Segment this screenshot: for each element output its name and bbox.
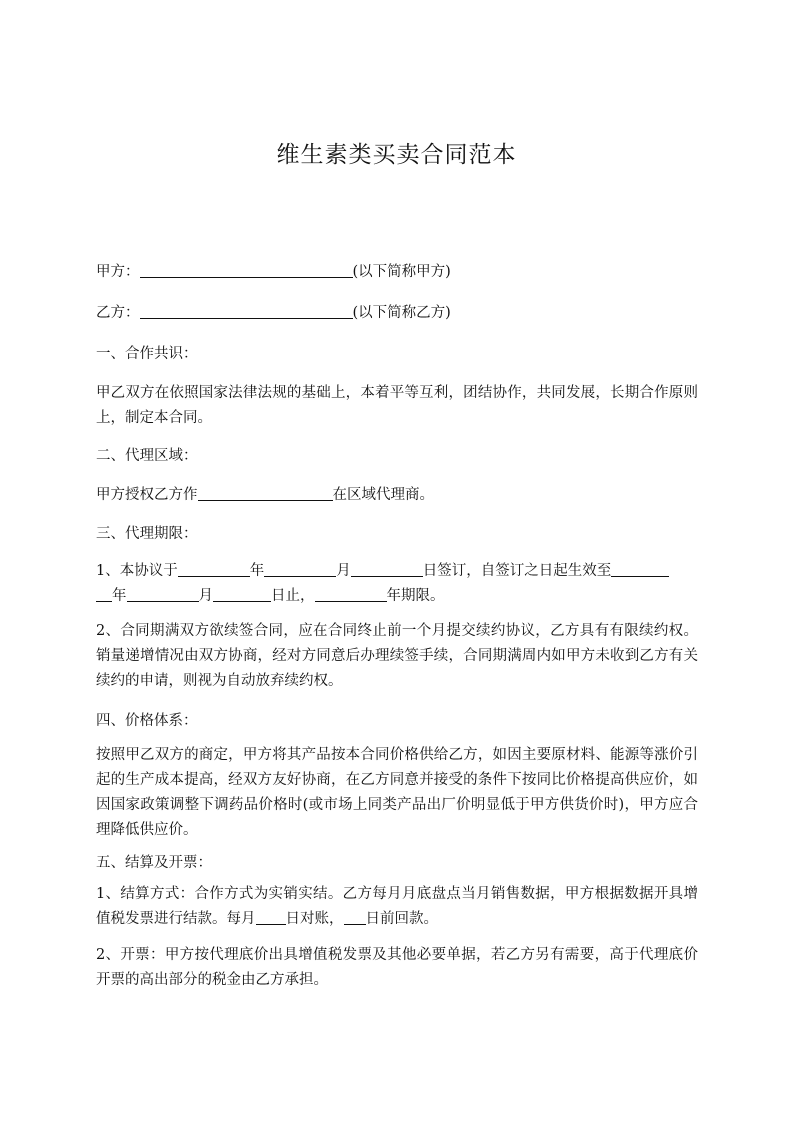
end-day-blank[interactable] bbox=[213, 587, 271, 602]
reconcile-day-blank[interactable] bbox=[256, 910, 286, 925]
sign-year-blank[interactable] bbox=[178, 562, 250, 577]
term-text-b: 年 bbox=[249, 563, 265, 579]
sign-month-blank[interactable] bbox=[264, 562, 336, 577]
section-1-heading: 一、合作共识： bbox=[96, 346, 198, 362]
end-year-blank-part2[interactable] bbox=[96, 587, 112, 602]
section-2-heading: 二、代理区域： bbox=[96, 448, 198, 464]
settlement-text-c: 日前回款。 bbox=[365, 911, 438, 927]
term-text-d: 日签订，自签订之日起生效至 bbox=[422, 563, 612, 579]
section-4-heading: 四、价格体系： bbox=[96, 713, 198, 729]
party-a-blank[interactable] bbox=[140, 263, 353, 278]
term-text-h: 年期限。 bbox=[386, 588, 445, 604]
party-b-line bbox=[96, 303, 696, 323]
term-text-f: 月 bbox=[198, 588, 213, 604]
region-blank[interactable] bbox=[198, 486, 333, 501]
settlement-text-b: 日对账， bbox=[285, 911, 344, 927]
term-text-e: 年 bbox=[112, 588, 127, 604]
sign-day-blank[interactable] bbox=[351, 562, 423, 577]
party-a-label: 甲方： bbox=[96, 264, 140, 280]
section-4-body: 按照甲乙双方的商定，甲方将其产品按本合同价格供给乙方，如因主要原材料、能源等涨价引起的生产成本提高，经双方友好协商，在乙方同意并接受的条件下按同比价格提高供应价，如因国家政策调整下调药品价格时(或市场上同类产品出厂价明显低于甲方供货价时)，甲方应合理降低供应价。 bbox=[96, 747, 698, 838]
invoice-para: 2、开票：甲方按代理底价出具增值税发票及其他必要单据，若乙方另有需要，高于代理底价开票的高出部分的税金由乙方承担。 bbox=[96, 947, 698, 988]
term-text-c: 月 bbox=[336, 563, 351, 579]
term-line-2 bbox=[96, 586, 696, 606]
term-line-1 bbox=[96, 561, 696, 581]
document-title: 维生素类买卖合同范本 bbox=[276, 142, 517, 168]
region-suffix: 在区域代理商。 bbox=[332, 487, 434, 503]
payment-day-blank[interactable] bbox=[344, 910, 366, 925]
term-text-g: 日止， bbox=[271, 588, 315, 604]
party-b-blank[interactable] bbox=[140, 304, 353, 319]
section-1-body: 甲乙双方在依照国家法律法规的基础上，本着平等互利，团结协作，共同发展，长期合作原则上，制定本合同。 bbox=[96, 385, 698, 426]
section-3-heading: 三、代理期限： bbox=[96, 526, 198, 542]
settlement-text-a: 1、结算方式：合作方式为实销实结。乙方每月月底盘点当月销售数据，甲方根据数据开具增值税发票进行结款。每月 bbox=[96, 886, 698, 927]
party-b-suffix: (以下简称乙方) bbox=[352, 305, 451, 321]
term-years-blank[interactable] bbox=[315, 587, 387, 602]
term-text-a: 1、本协议于 bbox=[96, 563, 178, 579]
section-5-heading: 五、结算及开票： bbox=[96, 855, 212, 871]
section-3-para-2: 2、合同期满双方欲续签合同，应在合同终止前一个月提交续约协议，乙方具有有限续约权。销量递增情况由双方协商，经对方同意后办理续签手续，合同期满周内如甲方未收到乙方有关续约的申请，则视为自动放弃续约权。 bbox=[96, 623, 698, 689]
region-prefix: 甲方授权乙方作 bbox=[96, 487, 198, 503]
section-2-line bbox=[96, 485, 696, 505]
party-a-suffix: (以下简称甲方) bbox=[352, 264, 451, 280]
settlement-para bbox=[96, 882, 698, 932]
party-b-label: 乙方： bbox=[96, 305, 140, 321]
end-month-blank[interactable] bbox=[127, 587, 199, 602]
end-year-blank-part1[interactable] bbox=[611, 562, 669, 577]
party-a-line bbox=[96, 262, 696, 282]
